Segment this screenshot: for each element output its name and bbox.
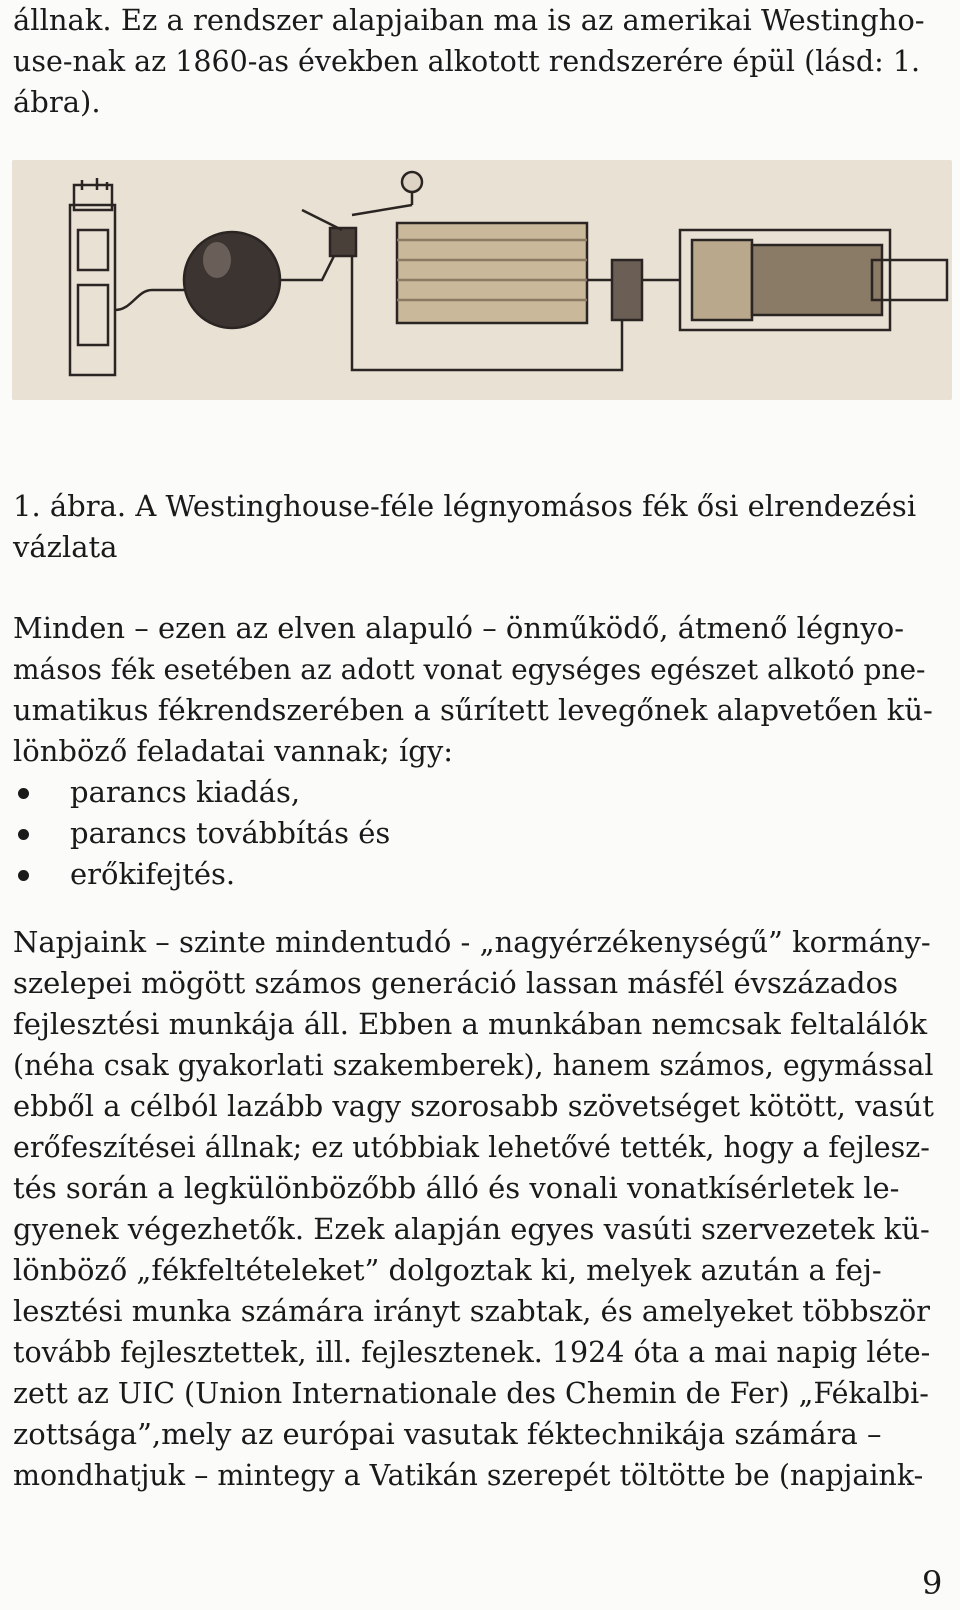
air-reservoir xyxy=(184,232,280,328)
text-line: szelepei mögött számos generáció lassan másfél évszázados xyxy=(13,966,898,1000)
diagram-drawing xyxy=(12,160,952,400)
bullet-icon xyxy=(18,829,29,840)
text-line: lönböző feladatai vannak; így: xyxy=(13,734,454,768)
text-line: Minden – ezen az elven alapuló – önműködő, átmenő légnyo- xyxy=(13,611,904,645)
text-line: gyenek végezhetők. Ezek alapján egyes vasúti szervezetek kü- xyxy=(13,1212,930,1246)
figure-caption xyxy=(13,486,948,568)
text-line: lesztési munka számára irányt szabtak, és amelyeket többször xyxy=(13,1294,931,1328)
bullet-list xyxy=(13,772,390,895)
text-line: Napjaink – szinte mindentudó - „nagyérzékenységű” kormány- xyxy=(13,925,931,959)
text-line: zottsága”,mely az európai vasutak féktechnikája számára – xyxy=(13,1417,882,1451)
list-item xyxy=(13,772,390,813)
text-line: lönböző „fékfeltételeket” dolgoztak ki, melyek azután a fej- xyxy=(13,1253,882,1287)
list-item xyxy=(13,854,390,895)
text-line: ábra). xyxy=(13,85,101,119)
triple-valve xyxy=(612,260,642,320)
text-line: (néha csak gyakorlati szakemberek), hanem számos, egymással xyxy=(13,1049,934,1082)
bullet-text: erőkifejtés. xyxy=(70,857,236,891)
page-number: 9 xyxy=(922,1564,943,1602)
bullet-icon xyxy=(18,788,29,799)
text-line: umatikus fékrendszerében a sűrített levegőnek alapvetően kü- xyxy=(13,693,933,727)
text-line: tovább fejlesztettek, ill. fejlesztenek. 1924 óta a mai napig léte- xyxy=(13,1336,931,1369)
text-line: tés során a legkülönbözőbb álló és vonali vonatkísérletek le- xyxy=(13,1171,900,1205)
text-line: zett az UIC (Union Internationale des Chemin de Fer) „Fékalbi- xyxy=(13,1377,929,1410)
intro-paragraph xyxy=(13,0,935,123)
bullet-icon xyxy=(18,870,29,881)
pressure-gauge xyxy=(402,172,422,192)
text-line: állnak. Ez a rendszer alapjaiban ma is az amerikai Westingho- xyxy=(13,3,925,37)
text-line: másos fék esetében az adott vonat egységes egészet alkotó pne- xyxy=(13,653,926,686)
paragraph-functions xyxy=(13,608,935,772)
text-line: fejlesztési munkája áll. Ebben a munkában nemcsak feltalálók xyxy=(13,1007,928,1041)
text-line: ebből a célból lazább vagy szorosabb szövetséget kötött, vasút xyxy=(13,1089,934,1123)
paragraph-history xyxy=(13,922,935,1496)
text-line: erőfeszítései állnak; ez utóbbiak lehetővé tették, hogy a fejlesz- xyxy=(13,1131,930,1164)
text-line: use-nak az 1860-as években alkotott rendszerére épül (lásd: 1. xyxy=(13,45,921,78)
westinghouse-brake-diagram xyxy=(12,160,952,400)
brake-cylinder xyxy=(397,223,587,323)
bullet-text: parancs kiadás, xyxy=(70,775,301,809)
text-line: mondhatjuk – mintegy a Vatikán szerepét töltötte be (napjaink- xyxy=(13,1459,924,1492)
caption-line: vázlata xyxy=(13,530,118,564)
list-item xyxy=(13,813,390,854)
caption-line: 1. ábra. A Westinghouse-féle légnyomásos fék ősi elrendezési xyxy=(13,489,917,523)
bullet-text: parancs továbbítás és xyxy=(70,816,391,850)
